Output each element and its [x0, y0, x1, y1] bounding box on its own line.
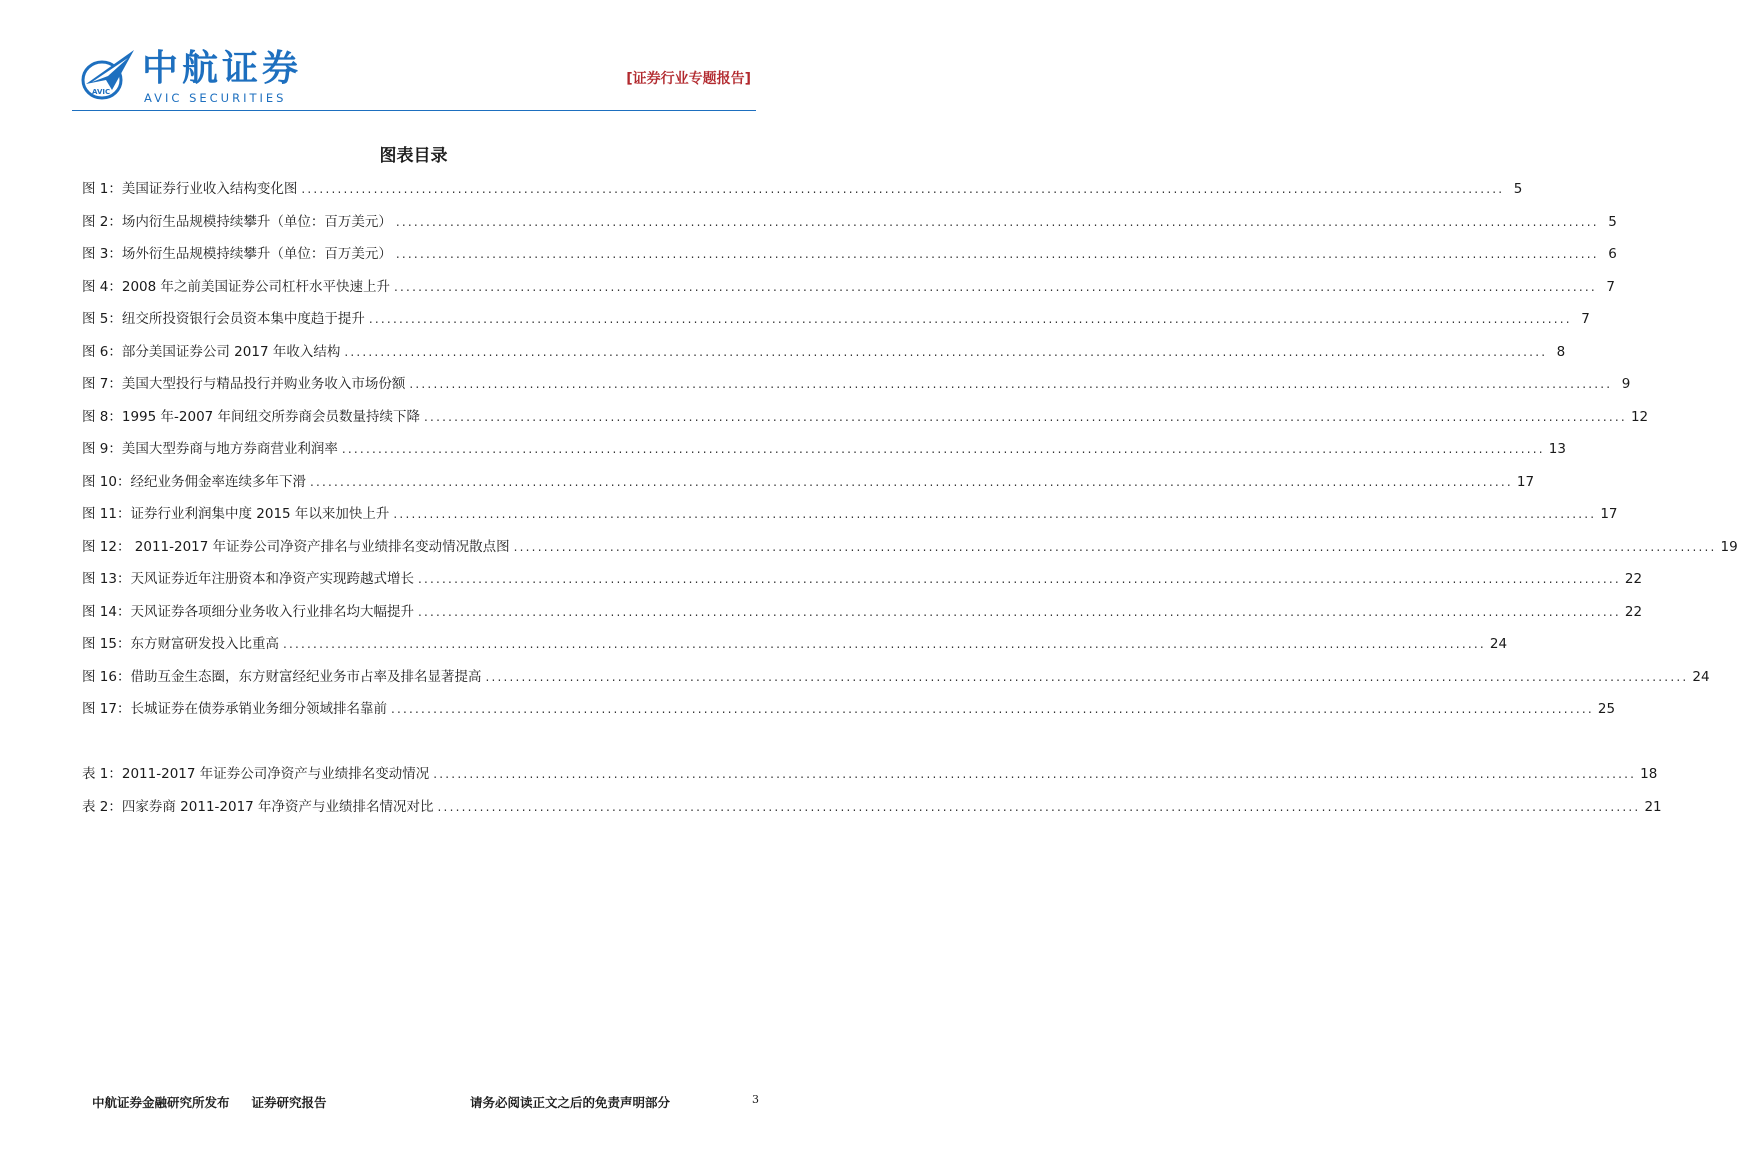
toc-leader-dots: ........................................................................................................................................................................................................ [394, 279, 1597, 294]
toc-figure-entry[interactable] [82, 668, 1710, 701]
toc-leader-dots: ........................................................................................................................................................................................................ [513, 539, 1717, 554]
toc-leader-dots: ........................................................................................................................................................................................................ [395, 214, 1599, 229]
toc-figure-entry[interactable] [82, 603, 1643, 636]
toc-entry-label: 图 16：借助互金生态圈，东方财富经纪业务市占率及排名显著提高 [82, 668, 482, 685]
toc-figure-entry[interactable] [82, 408, 1649, 441]
table-list [82, 765, 1662, 830]
footer-disclaimer: 请务必阅读正文之后的免责声明部分 [470, 1095, 671, 1110]
report-type-tag: [证券行业专题报告] [626, 71, 751, 87]
toc-leader-dots: ........................................................................................................................................................................................................ [341, 442, 1545, 456]
toc-figure-entry[interactable] [82, 245, 1617, 278]
figure-list [82, 180, 1738, 733]
footer-publisher-text: 中航证券金融研究所发布 [92, 1095, 230, 1110]
avic-logo-icon [78, 46, 138, 104]
toc-leader-dots: ........................................................................................................................................................................................................ [282, 637, 1486, 651]
toc-figure-entry[interactable] [82, 440, 1566, 473]
toc-entry-page: 13 [1548, 441, 1566, 457]
footer-report-kind: 证券研究报告 [251, 1095, 327, 1110]
toc-entry-page: 5 [1608, 213, 1617, 230]
toc-table-entry[interactable] [82, 765, 1658, 798]
toc-figure-entry[interactable] [82, 570, 1643, 603]
toc-figure-entry[interactable] [82, 700, 1616, 733]
toc-leader-dots: ........................................................................................................................................................................................................ [344, 344, 1548, 359]
toc-leader-dots: ........................................................................................................................................................................................................ [433, 767, 1637, 781]
toc-entry-page: 25 [1597, 701, 1616, 717]
toc-entry-page: 12 [1630, 408, 1649, 425]
toc-entry-page: 24 [1489, 636, 1508, 652]
header-divider [72, 110, 756, 111]
toc-entry-label: 图 9：美国大型券商与地方券商营业利润率 [82, 441, 338, 457]
toc-leader-dots: ........................................................................................................................................................................................................ [409, 377, 1613, 391]
toc-entry-page: 22 [1624, 571, 1643, 587]
toc-entry-label: 图 4：2008 年之前美国证券公司杠杆水平快速上升 [82, 278, 391, 295]
toc-entry-label: 图 5：纽交所投资银行会员资本集中度趋于提升 [82, 311, 365, 327]
toc-entry-label: 图 11：证券行业利润集中度 2015 年以来加快上升 [82, 506, 390, 522]
toc-entry-page: 5 [1513, 181, 1523, 197]
toc-leader-dots: ........................................................................................................................................................................................................ [368, 312, 1572, 326]
toc-table-entry[interactable] [82, 798, 1662, 831]
toc-entry-label: 图 15：东方财富研发投入比重高 [82, 636, 279, 652]
toc-leader-dots: ........................................................................................................................................................................................................ [309, 474, 1513, 489]
toc-leader-dots: ........................................................................................................................................................................................................ [437, 799, 1641, 814]
toc-leader-dots: ........................................................................................................................................................................................................ [393, 507, 1597, 521]
toc-figure-entry[interactable] [82, 278, 1615, 311]
toc-figure-entry[interactable] [82, 635, 1508, 668]
toc-entry-label: 图 7：美国大型投行与精品投行并购业务收入市场份额 [82, 376, 406, 392]
toc-entry-page: 17 [1600, 506, 1618, 522]
logo-badge-text: AVIC [92, 88, 111, 96]
toc-leader-dots: ........................................................................................................................................................................................................ [390, 702, 1594, 716]
toc-leader-dots: ........................................................................................................................................................................................................ [301, 182, 1505, 196]
toc-entry-label: 图 10：经纪业务佣金率连续多年下滑 [82, 473, 306, 490]
toc-entry-label: 图 12： 2011-2017 年证券公司净资产排名与业绩排名变动情况散点图 [82, 538, 510, 555]
logo-chinese-name: 中航证券 [142, 48, 303, 89]
toc-entry-label: 图 3：场外衍生品规模持续攀升（单位：百万美元） [82, 246, 392, 262]
toc-entry-page: 19 [1720, 538, 1738, 555]
toc-entry-page: 17 [1516, 473, 1535, 490]
toc-entry-page: 7 [1581, 311, 1590, 327]
toc-entry-page: 24 [1692, 668, 1710, 685]
toc-entry-page: 9 [1621, 376, 1631, 392]
logo-english-name: AVIC SECURITIES [144, 91, 287, 105]
footer-page-number: 3 [752, 1093, 759, 1106]
toc-entry-label: 表 1：2011-2017 年证券公司净资产与业绩排名变动情况 [82, 766, 430, 782]
toc-title: 图表目录 [379, 146, 448, 166]
toc-entry-label: 表 2：四家券商 2011-2017 年净资产与业绩排名情况对比 [82, 798, 434, 815]
toc-entry-page: 21 [1644, 798, 1662, 815]
toc-entry-page: 18 [1640, 766, 1658, 782]
toc-entry-page: 22 [1624, 603, 1643, 620]
toc-figure-entry[interactable] [82, 375, 1631, 408]
toc-entry-page: 8 [1556, 343, 1566, 360]
toc-figure-entry[interactable] [82, 310, 1590, 343]
toc-entry-label: 图 8：1995 年-2007 年间纽交所券商会员数量持续下降 [82, 408, 421, 425]
page-header [0, 0, 827, 115]
toc-entry-label: 图 17：长城证券在债券承销业务细分领域排名靠前 [82, 701, 387, 717]
toc-leader-dots: ........................................................................................................................................................................................................ [417, 572, 1621, 586]
toc-figure-entry[interactable] [82, 343, 1566, 376]
toc-entry-label: 图 1：美国证券行业收入结构变化图 [82, 181, 298, 197]
toc-leader-dots: ........................................................................................................................................................................................................ [424, 409, 1627, 424]
toc-entry-label: 图 6：部分美国证券公司 2017 年收入结构 [82, 343, 341, 360]
toc-entry-page: 6 [1608, 246, 1617, 262]
toc-figure-entry[interactable] [82, 473, 1535, 506]
toc-figure-entry[interactable] [82, 213, 1617, 246]
toc-leader-dots: ........................................................................................................................................................................................................ [395, 247, 1599, 261]
toc-entry-label: 图 14：天风证券各项细分业务收入行业排名均大幅提升 [82, 603, 414, 620]
toc-entry-label: 图 2：场内衍生品规模持续攀升（单位：百万美元） [82, 213, 392, 230]
toc-figure-entry[interactable] [82, 180, 1523, 213]
toc-leader-dots: ........................................................................................................................................................................................................ [417, 604, 1621, 619]
toc-entry-label: 图 13：天风证券近年注册资本和净资产实现跨越式增长 [82, 571, 414, 587]
toc-figure-entry[interactable] [82, 538, 1738, 571]
toc-leader-dots: ........................................................................................................................................................................................................ [485, 669, 1689, 684]
footer-publisher [92, 1095, 327, 1111]
toc-entry-page: 7 [1606, 278, 1615, 295]
toc-figure-entry[interactable] [82, 505, 1618, 538]
